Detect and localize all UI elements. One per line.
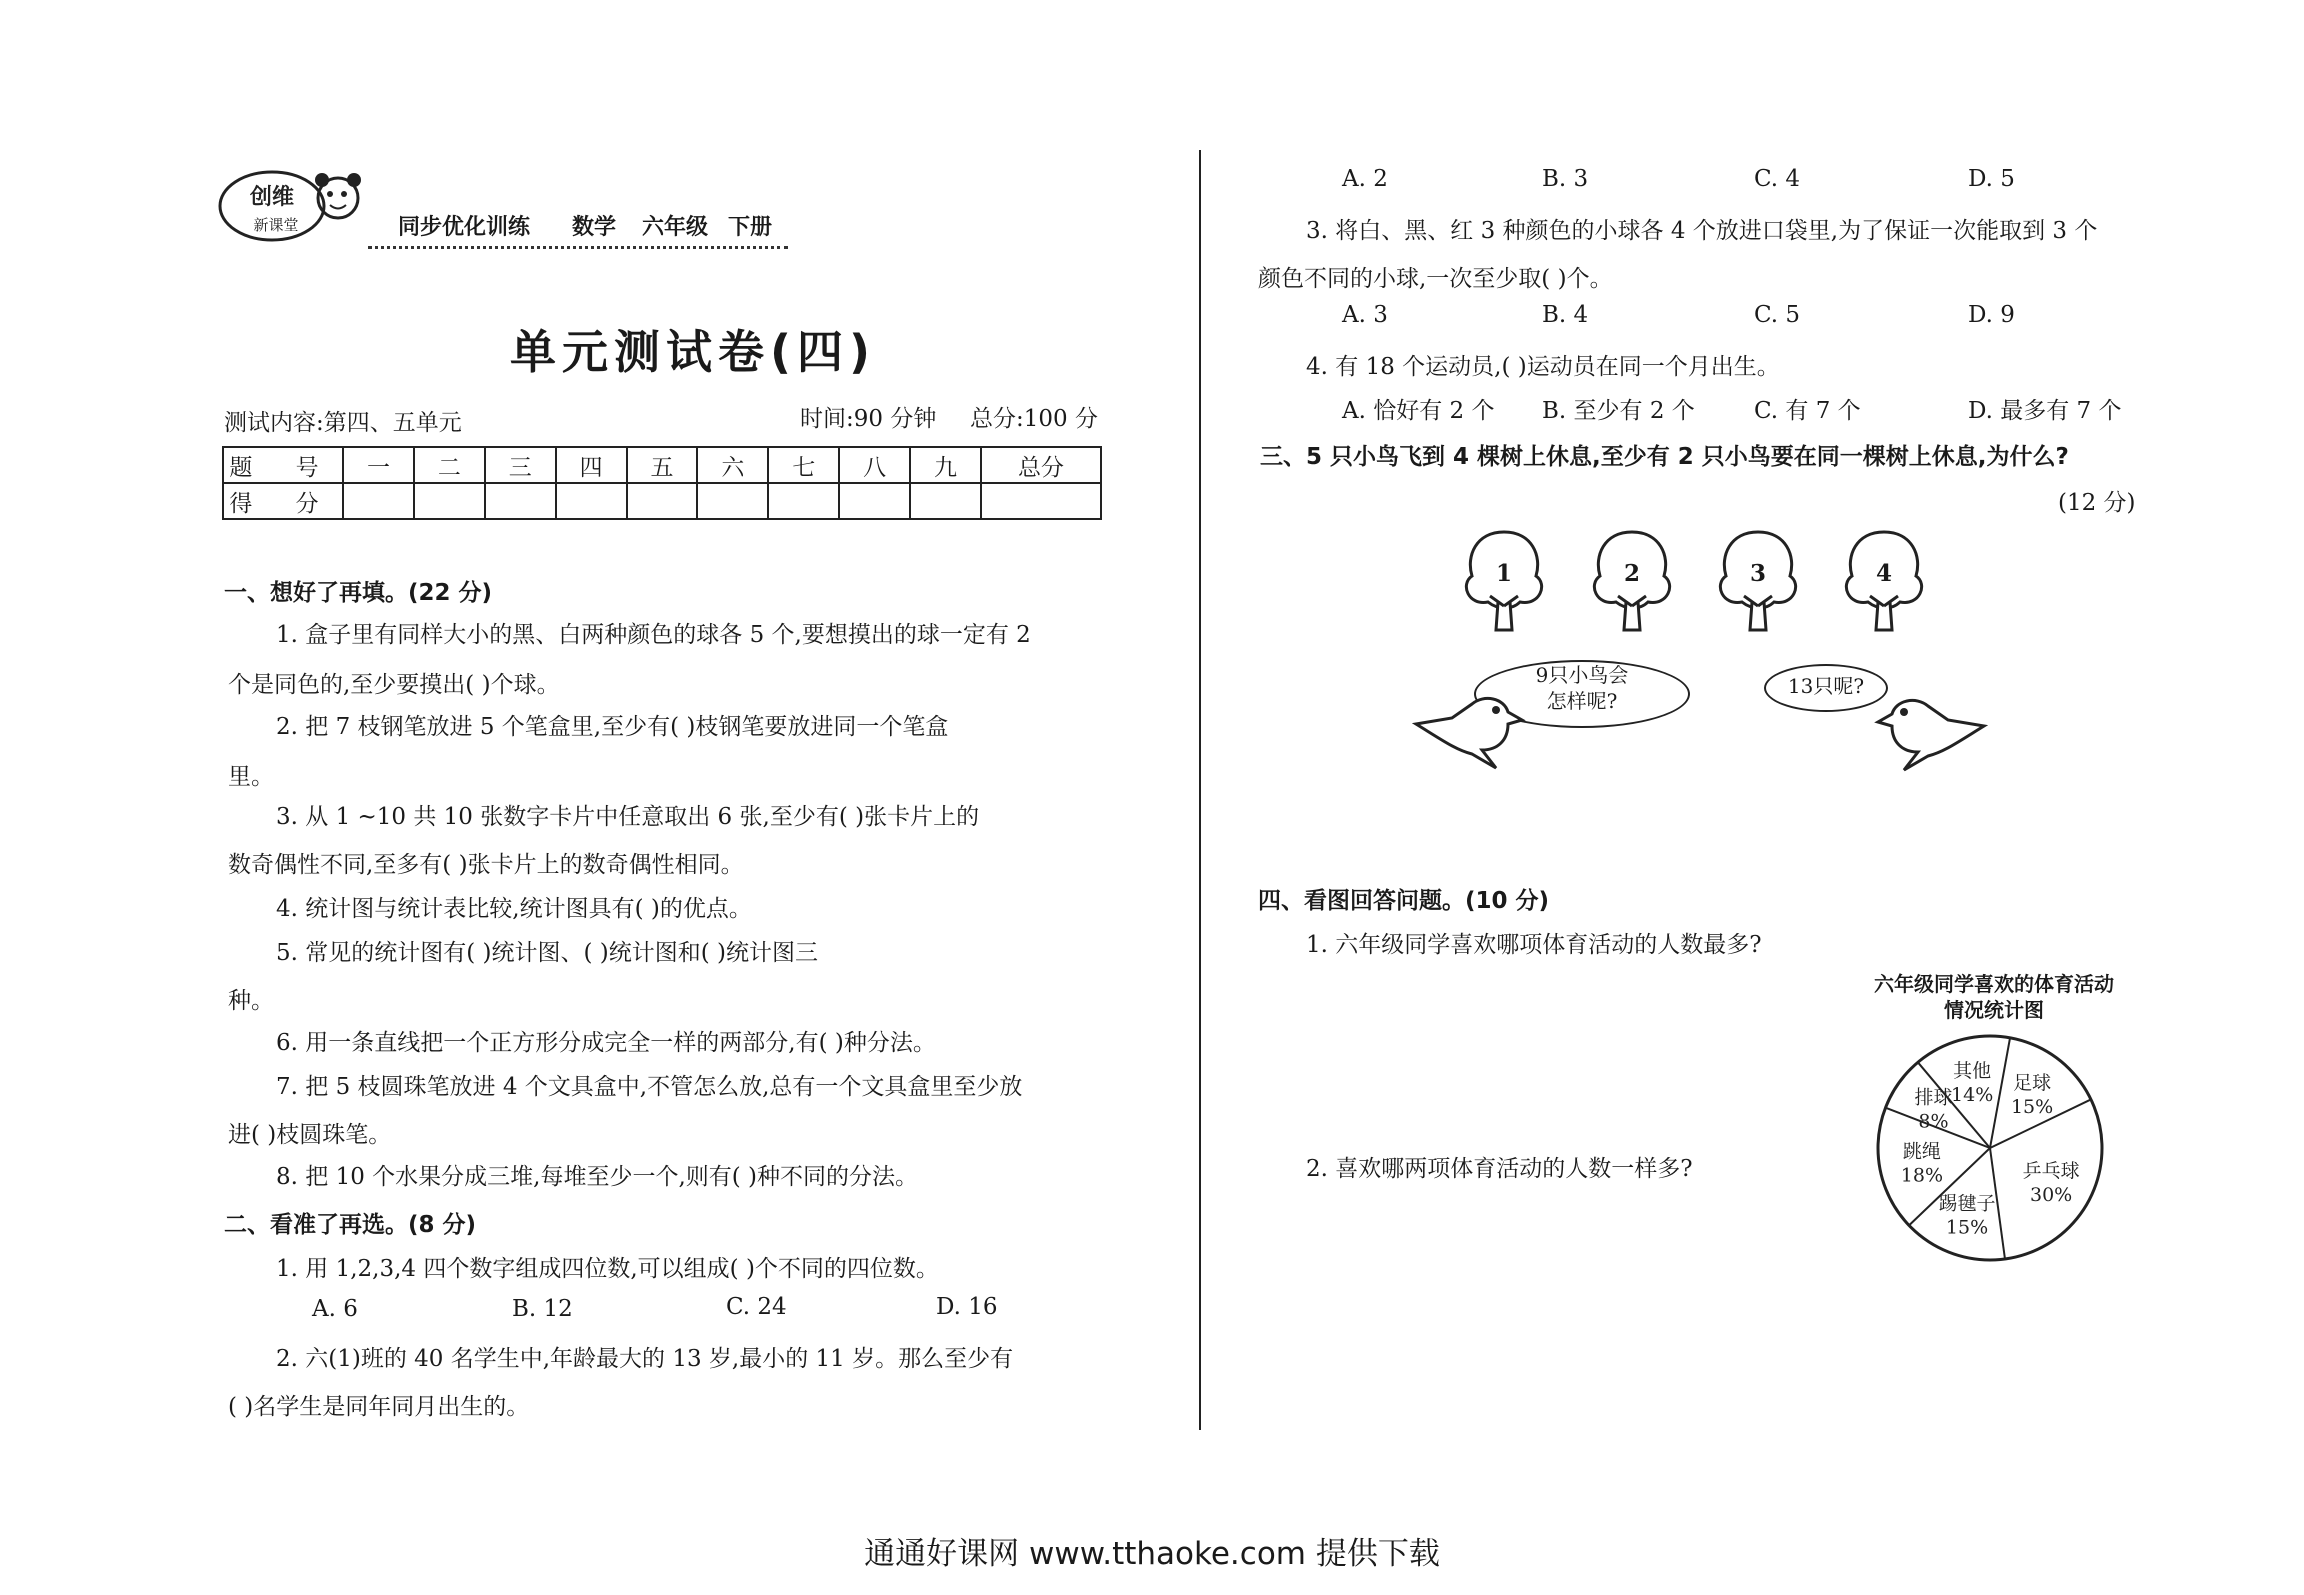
score-cell[interactable] (768, 483, 839, 519)
tree-4 (1834, 526, 1934, 636)
test-content: 测试内容:第四、五单元 (224, 410, 462, 436)
volume: 下册 (728, 215, 773, 240)
pie-slice-label: 其他 (1953, 1059, 1992, 1082)
s2-q2-line2: ( )名学生是同年同月出生的。 (228, 1394, 530, 1420)
s1-line: 进( )枝圆珠笔。 (228, 1122, 392, 1148)
section3-title: 三、5 只小鸟飞到 4 棵树上休息,至少有 2 只小鸟要在同一棵树上休息,为什么? (1260, 444, 2069, 470)
s2-q4-option-c[interactable]: C. 有 7 个 (1754, 398, 1861, 424)
s2-q3-line2: 颜色不同的小球,一次至少取( )个。 (1258, 266, 1613, 292)
score-table-label: 题 号 (223, 447, 343, 483)
pie-chart (1860, 1026, 2130, 1266)
bird-right-icon (1864, 686, 1988, 776)
s2-q2-option-c[interactable]: C. 4 (1754, 166, 1801, 192)
header-dotted-rule (368, 246, 788, 249)
score-cell-total[interactable] (981, 483, 1101, 519)
s2-q1-option-b[interactable]: B. 12 (512, 1296, 573, 1322)
pie-slice-value: 15% (1945, 1216, 1989, 1239)
pie-slice-label: 排球 (1914, 1086, 1953, 1109)
pie-slice-label: 踢毽子 (1938, 1192, 1996, 1215)
score-col-3: 三 (485, 447, 556, 483)
s1-line: 6. 用一条直线把一个正方形分成完全一样的两部分,有( )种分法。 (276, 1030, 936, 1056)
score-col-2: 二 (414, 447, 485, 483)
section4-title: 四、看图回答问题。(10 分) (1258, 888, 1550, 914)
s1-line: 2. 把 7 枝钢笔放进 5 个笔盒里,至少有( )枝钢笔要放进同一个笔盒 (276, 714, 949, 740)
pie-slice-value: 30% (2030, 1183, 2073, 1206)
pie-slice-label: 乒乓球 (2022, 1159, 2080, 1182)
s2-q1-option-c[interactable]: C. 24 (726, 1294, 787, 1320)
bubble-left-line2: 怎样呢? (1546, 689, 1618, 713)
footer-download-note: 通通好课网 www.tthaoke.com 提供下载 (864, 1536, 1440, 1572)
tree-1 (1454, 526, 1554, 636)
tree-2 (1582, 526, 1682, 636)
subject: 数学 (572, 215, 617, 240)
score-col-7: 七 (768, 447, 839, 483)
s4-q2: 2. 喜欢哪两项体育活动的人数一样多? (1306, 1156, 1693, 1182)
bird-left-icon (1412, 684, 1532, 774)
grade: 六年级 (642, 215, 709, 240)
s1-line: 4. 统计图与统计表比较,统计图具有( )的优点。 (276, 896, 752, 922)
section3-points: (12 分) (2058, 490, 2136, 516)
s1-line: 数奇偶性不同,至多有( )张卡片上的数奇偶性相同。 (228, 852, 744, 878)
s1-line: 1. 盒子里有同样大小的黑、白两种颜色的球各 5 个,要想摸出的球一定有 2 (276, 622, 1031, 648)
s2-q3-option-b[interactable]: B. 4 (1542, 302, 1589, 328)
score-col-1: 一 (343, 447, 414, 483)
tree-label: 1 (1496, 560, 1513, 587)
page-divider (1199, 150, 1201, 1430)
exam-title: 单元测试卷(四) (510, 325, 877, 379)
s2-q1-option-d[interactable]: D. 16 (936, 1294, 998, 1320)
logo (214, 158, 374, 250)
pie-slice-value: 18% (1900, 1164, 1944, 1187)
s2-q3-option-c[interactable]: C. 5 (1754, 302, 1801, 328)
test-total: 总分:100 分 (970, 406, 1098, 432)
score-table-header-row (223, 447, 1101, 483)
bubble-left-line1: 9只小鸟会 (1535, 663, 1629, 687)
s1-line: 5. 常见的统计图有( )统计图、( )统计图和( )统计图三 (276, 940, 819, 966)
s1-line: 种。 (228, 988, 274, 1014)
score-cell[interactable] (697, 483, 768, 519)
tree-3 (1708, 526, 1808, 636)
s1-line: 里。 (228, 764, 274, 790)
pie-slice-label: 足球 (2013, 1071, 2052, 1094)
score-row-label: 得 分 (223, 483, 343, 519)
s2-q4-option-d[interactable]: D. 最多有 7 个 (1968, 398, 2122, 424)
section2-title: 二、看准了再选。(8 分) (224, 1212, 477, 1238)
s2-q3-line1: 3. 将白、黑、红 3 种颜色的小球各 4 个放进口袋里,为了保证一次能取到 3 个 (1306, 218, 2098, 244)
score-cell[interactable] (556, 483, 627, 519)
s1-line: 个是同色的,至少要摸出( )个球。 (228, 672, 560, 698)
score-cell[interactable] (910, 483, 981, 519)
s2-q3-option-a[interactable]: A. 3 (1342, 302, 1388, 328)
speech-bubble-right: 13只呢? (1764, 664, 1888, 712)
score-col-total: 总分 (981, 447, 1101, 483)
score-cell[interactable] (343, 483, 414, 519)
score-cell[interactable] (414, 483, 485, 519)
s2-q1-option-a[interactable]: A. 6 (312, 1296, 358, 1322)
score-col-9: 九 (910, 447, 981, 483)
s2-q2-line1: 2. 六(1)班的 40 名学生中,年龄最大的 13 岁,最小的 11 岁。那么至少有 (276, 1346, 1014, 1372)
s4-q1: 1. 六年级同学喜欢哪项体育活动的人数最多? (1306, 932, 1762, 958)
tree-label: 4 (1876, 560, 1893, 587)
s2-q2-option-a[interactable]: A. 2 (1342, 166, 1388, 192)
score-col-4: 四 (556, 447, 627, 483)
series-name: 同步优化训练 (398, 215, 531, 240)
test-time: 时间:90 分钟 (800, 406, 937, 432)
score-col-8: 八 (839, 447, 910, 483)
tree-label: 2 (1624, 560, 1641, 587)
score-table-score-row (223, 483, 1101, 519)
logo-text-bottom: 新课堂 (253, 216, 299, 234)
s2-q1: 1. 用 1,2,3,4 四个数字组成四位数,可以组成( )个不同的四位数。 (276, 1256, 939, 1282)
pie-slice-value: 15% (2010, 1095, 2054, 1118)
score-cell[interactable] (485, 483, 556, 519)
logo-text-top: 创维 (249, 185, 295, 210)
s2-q2-option-d[interactable]: D. 5 (1968, 166, 2015, 192)
score-col-5: 五 (627, 447, 698, 483)
tree-label: 3 (1750, 560, 1767, 587)
s2-q4-option-a[interactable]: A. 恰好有 2 个 (1342, 398, 1495, 424)
pie-title-line1: 六年级同学喜欢的体育活动 (1874, 972, 2114, 996)
pie-title-line2: 情况统计图 (1944, 998, 2044, 1022)
score-cell[interactable] (627, 483, 698, 519)
score-cell[interactable] (839, 483, 910, 519)
s2-q3-option-d[interactable]: D. 9 (1968, 302, 2015, 328)
s2-q2-option-b[interactable]: B. 3 (1542, 166, 1589, 192)
s1-line: 7. 把 5 枝圆珠笔放进 4 个文具盒中,不管怎么放,总有一个文具盒里至少放 (276, 1074, 1023, 1100)
score-col-6: 六 (697, 447, 768, 483)
s1-line: 3. 从 1 ~10 共 10 张数字卡片中任意取出 6 张,至少有( )张卡片上的 (276, 804, 980, 830)
pie-slice-value: 8% (1918, 1110, 1949, 1133)
section1-title: 一、想好了再填。(22 分) (224, 580, 493, 606)
s1-line: 8. 把 10 个水果分成三堆,每堆至少一个,则有( )种不同的分法。 (276, 1164, 919, 1190)
s2-q4: 4. 有 18 个运动员,( )运动员在同一个月出生。 (1306, 354, 1780, 380)
s2-q4-option-b[interactable]: B. 至少有 2 个 (1542, 398, 1695, 424)
pie-slice-value: 14% (1951, 1083, 1994, 1106)
score-table (222, 446, 1102, 520)
pie-slice-label: 跳绳 (1902, 1140, 1941, 1163)
